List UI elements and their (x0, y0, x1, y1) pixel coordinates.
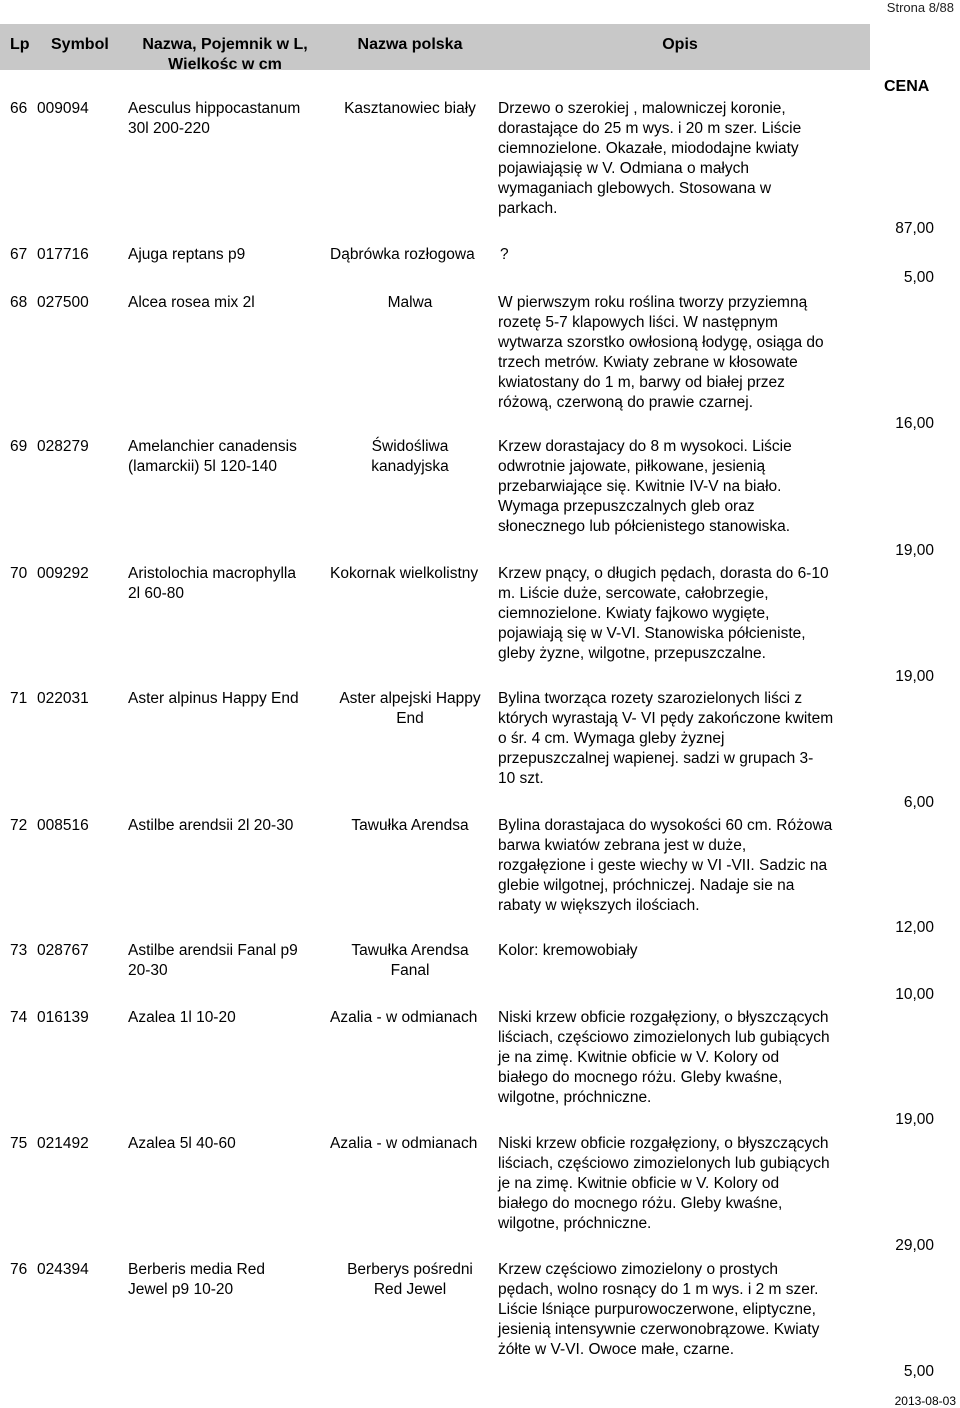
row-opis-line: Niski krzew obficie rozgałęziony, o błyszczących (498, 1009, 829, 1026)
row-opis-line: trzech metrów. Kwiaty zebrane w kłosowate (498, 354, 798, 371)
row-nazwa-line: 30l 200-220 (128, 120, 210, 137)
row-nazwa-polska (330, 941, 490, 981)
print-date: 2013-08-03 (894, 1394, 956, 1408)
row-symbol: 008516 (37, 817, 89, 834)
row-opis-line: kwiatostany do 1 m, barwy od białej przez (498, 374, 785, 391)
row-lp: 71 (10, 690, 28, 707)
row-nazwa-polska-line: Malwa (387, 294, 433, 311)
row-symbol: 021492 (37, 1135, 89, 1152)
row-lp: 75 (10, 1135, 28, 1152)
header-nazwa-line2: Wielkośc w cm (168, 56, 282, 73)
row-opis-line: wilgotne, próchniczne. (498, 1215, 652, 1232)
row-nazwa-line: Azalea 1l 10-20 (128, 1009, 236, 1026)
row-nazwa (128, 293, 328, 313)
row-opis-line: rabaty w większych ilościach. (498, 897, 700, 914)
row-opis (498, 941, 870, 961)
row-opis (498, 816, 870, 916)
row-nazwa-polska-line: Świdośliwa (371, 438, 449, 455)
row-opis (498, 564, 870, 664)
row-opis-line: ciemnozielone. Kwiaty fajkowo wygięte, (498, 605, 770, 622)
row-nazwa-polska (330, 437, 490, 477)
row-nazwa-line: Jewel p9 10-20 (128, 1281, 234, 1298)
row-nazwa-line: Astilbe arendsii Fanal p9 (128, 942, 298, 959)
row-symbol: 017716 (37, 246, 89, 263)
row-nazwa-line: Azalea 5l 40-60 (128, 1135, 236, 1152)
row-nazwa-polska-line: kanadyjska (371, 458, 449, 475)
row-nazwa-polska-line: Kasztanowiec biały (344, 100, 476, 117)
row-nazwa-polska (330, 1134, 495, 1154)
row-nazwa-polska-line: Fanal (390, 962, 430, 979)
row-opis-line: przepuszczalnej wapienej. sadzi w grupach 3- (498, 750, 814, 767)
row-opis-line: słonecznego lub półcienistego stanowiska. (498, 518, 791, 535)
row-opis-line: parkach. (498, 200, 558, 217)
row-opis-line: wilgotne, próchniczne. (498, 1089, 652, 1106)
row-opis-line: Krzew dorastajacy do 8 m wysokoci. Liście (498, 438, 792, 455)
row-nazwa-line: Amelanchier canadensis (128, 438, 297, 455)
row-symbol: 028767 (37, 942, 89, 959)
row-opis-line: białego do mocnego różu. Gleby kwaśne, (498, 1195, 783, 1212)
row-opis-line: Bylina dorastajaca do wysokości 60 cm. Różowa (498, 817, 833, 834)
row-nazwa-polska (330, 245, 510, 265)
row-opis (498, 99, 870, 219)
row-opis-line: rozgałęzione i geste wiechy w VI -VII. Sadzic na (498, 857, 828, 874)
row-nazwa-polska (330, 1008, 495, 1028)
header-nazwa (120, 35, 330, 75)
row-lp: 70 (10, 565, 28, 582)
row-opis (498, 689, 870, 789)
row-nazwa-polska-line: Azalia - w odmianach (330, 1135, 478, 1152)
row-cena: 10,00 (895, 986, 934, 1003)
header-symbol: Symbol (51, 36, 109, 53)
row-opis (498, 1134, 870, 1234)
row-opis-line: glebie wilgotnej, próchniczej. Nadaje sie na (498, 877, 795, 894)
row-opis-line: Wymaga przepuszczalnych gleb oraz (498, 498, 755, 515)
row-opis (498, 1008, 870, 1108)
row-nazwa-line: Aesculus hippocastanum (128, 100, 301, 117)
row-opis (498, 293, 870, 413)
row-opis-line: wytwarza szorstko owłosioną łodygę, osiąga do (498, 334, 824, 351)
row-lp: 73 (10, 942, 28, 959)
row-opis-line: Krzew częściowo zimozielony o prostych (498, 1261, 778, 1278)
row-opis-line: pojawiająsię w V. Odmiana o małych (498, 160, 749, 177)
row-cena: 19,00 (895, 1111, 934, 1128)
row-opis-line: wymaganiach glebowych. Stosowana w (498, 180, 772, 197)
row-opis-line: Bylina tworząca rozety szarozielonych liści z (498, 690, 803, 707)
row-opis (500, 245, 872, 265)
row-opis-line: liściach, częściowo zimozielonych lub gubiących (498, 1155, 830, 1172)
row-nazwa-line: Astilbe arendsii 2l 20-30 (128, 817, 294, 834)
row-nazwa-line: Aster alpinus Happy End (128, 690, 299, 707)
row-nazwa-polska-line: Berberys pośredni (347, 1261, 473, 1278)
row-opis-line: ? (500, 246, 509, 263)
row-nazwa (128, 99, 328, 139)
row-lp: 67 (10, 246, 28, 263)
row-opis-line: odwrotnie jajowate, piłkowane, jesienią (498, 458, 766, 475)
row-nazwa (128, 564, 328, 604)
row-opis (498, 437, 870, 537)
row-nazwa (128, 689, 328, 709)
row-opis-line: liściach, częściowo zimozielonych lub gubiących (498, 1029, 830, 1046)
row-nazwa (128, 816, 328, 836)
header-opis: Opis (662, 36, 698, 53)
row-nazwa-line: Ajuga reptans p9 (128, 246, 246, 263)
row-lp: 68 (10, 294, 28, 311)
row-nazwa (128, 437, 328, 477)
row-cena: 12,00 (895, 919, 934, 936)
row-nazwa-polska (330, 564, 500, 584)
row-nazwa (128, 1260, 328, 1300)
row-opis-line: Krzew pnący, o długich pędach, dorasta do 6-10 (498, 565, 829, 582)
row-opis-line: Drzewo o szerokiej , malowniczej koronie, (498, 100, 786, 117)
row-opis-line: Niski krzew obficie rozgałęziony, o błyszczących (498, 1135, 829, 1152)
row-lp: 66 (10, 100, 28, 117)
row-opis-line: W pierwszym roku roślina tworzy przyziemną (498, 294, 808, 311)
row-nazwa-polska-line: Tawułka Arendsa (351, 942, 469, 959)
row-cena: 6,00 (903, 794, 934, 811)
row-opis-line: Liście lśniące purpurowoczerwone, eliptyczne, (498, 1301, 816, 1318)
row-nazwa-polska (330, 293, 490, 313)
row-nazwa-polska-line: Tawułka Arendsa (351, 817, 469, 834)
row-opis-line: m. Liście duże, sercowate, całobrzegie, (498, 585, 769, 602)
row-cena: 29,00 (895, 1237, 934, 1254)
row-opis-line: o śr. 4 cm. Wymaga gleby żyznej (498, 730, 725, 747)
row-nazwa-polska-line: Red Jewel (373, 1281, 447, 1298)
row-opis-line: je na zimę. Kwitnie obficie w V. Kolory od (498, 1049, 780, 1066)
row-cena: 16,00 (895, 415, 934, 432)
header-nazwa-polska: Nazwa polska (357, 36, 463, 53)
row-nazwa-line: 2l 60-80 (128, 585, 185, 602)
row-opis-line: 10 szt. (498, 770, 544, 787)
row-nazwa (128, 941, 328, 981)
row-nazwa-polska-line: End (396, 710, 424, 727)
row-nazwa (128, 1008, 328, 1028)
header-nazwa-line1: Nazwa, Pojemnik w L, (142, 36, 308, 53)
row-nazwa-polska (330, 816, 490, 836)
row-opis-line: barwa kwiatów zebrana jest w duże, (498, 837, 747, 854)
row-symbol: 022031 (37, 690, 89, 707)
row-opis-line: różową, czerwoną do prawie czarnej. (498, 394, 754, 411)
row-opis-line: Kolor: kremowobiały (498, 942, 638, 959)
row-nazwa (128, 245, 328, 265)
row-opis (498, 1260, 870, 1360)
row-nazwa-line: Aristolochia macrophylla (128, 565, 296, 582)
row-cena: 19,00 (895, 542, 934, 559)
row-symbol: 027500 (37, 294, 89, 311)
row-lp: 76 (10, 1261, 28, 1278)
row-opis-line: których wyrastają V- VI pędy zakończone kwitem (498, 710, 834, 727)
row-opis-line: gleby żyzne, wilgotne, przepuszczalne. (498, 645, 766, 662)
row-opis-line: pędach, wolno rosnący do 1 m wys. i 2 m szer. (498, 1281, 819, 1298)
row-nazwa (128, 1134, 328, 1154)
header-lp: Lp (10, 36, 30, 53)
row-nazwa-polska-line: Dąbrówka rozłogowa (330, 246, 475, 263)
row-opis-line: dorastające do 25 m wys. i 20 m szer. Liście (498, 120, 802, 137)
row-nazwa-polska (330, 689, 490, 729)
row-opis-line: je na zimę. Kwitnie obficie w V. Kolory od (498, 1175, 780, 1192)
row-symbol: 024394 (37, 1261, 89, 1278)
row-cena: 19,00 (895, 668, 934, 685)
row-opis-line: ciemnozielone. Okazałe, miododajne kwiaty (498, 140, 799, 157)
row-opis-line: żółte w V-VI. Owoce małe, czarne. (498, 1341, 735, 1358)
row-nazwa-polska-line: Azalia - w odmianach (330, 1009, 478, 1026)
row-lp: 72 (10, 817, 28, 834)
row-cena: 5,00 (903, 269, 934, 286)
row-symbol: 009292 (37, 565, 89, 582)
row-opis-line: przebarwiające się. Kwitnie IV-V na biało. (498, 478, 782, 495)
row-cena: 87,00 (895, 220, 934, 237)
row-opis-line: białego do mocnego różu. Gleby kwaśne, (498, 1069, 783, 1086)
row-nazwa-line: (lamarckii) 5l 120-140 (128, 458, 278, 475)
row-nazwa-polska (330, 99, 490, 119)
row-symbol: 009094 (37, 100, 89, 117)
row-symbol: 028279 (37, 438, 89, 455)
row-lp: 69 (10, 438, 28, 455)
row-nazwa-polska (330, 1260, 490, 1300)
row-symbol: 016139 (37, 1009, 89, 1026)
row-lp: 74 (10, 1009, 28, 1026)
row-cena: 5,00 (903, 1363, 934, 1380)
row-opis-line: rozetę 5-7 klapowych liści. W następnym (498, 314, 778, 331)
row-opis-line: jesienią intensywnie czerwonobrązowe. Kwiaty (498, 1321, 820, 1338)
page-number: Strona 8/88 (886, 0, 954, 15)
row-nazwa-line: 20-30 (128, 962, 168, 979)
row-nazwa-line: Alcea rosea mix 2l (128, 294, 255, 311)
header-cena: CENA (884, 78, 930, 95)
row-nazwa-line: Berberis media Red (128, 1261, 265, 1278)
row-opis-line: pojawiają się w V-VI. Stanowiska półcieniste, (498, 625, 806, 642)
row-nazwa-polska-line: Aster alpejski Happy (339, 690, 481, 707)
row-nazwa-polska-line: Kokornak wielkolistny (330, 565, 479, 582)
